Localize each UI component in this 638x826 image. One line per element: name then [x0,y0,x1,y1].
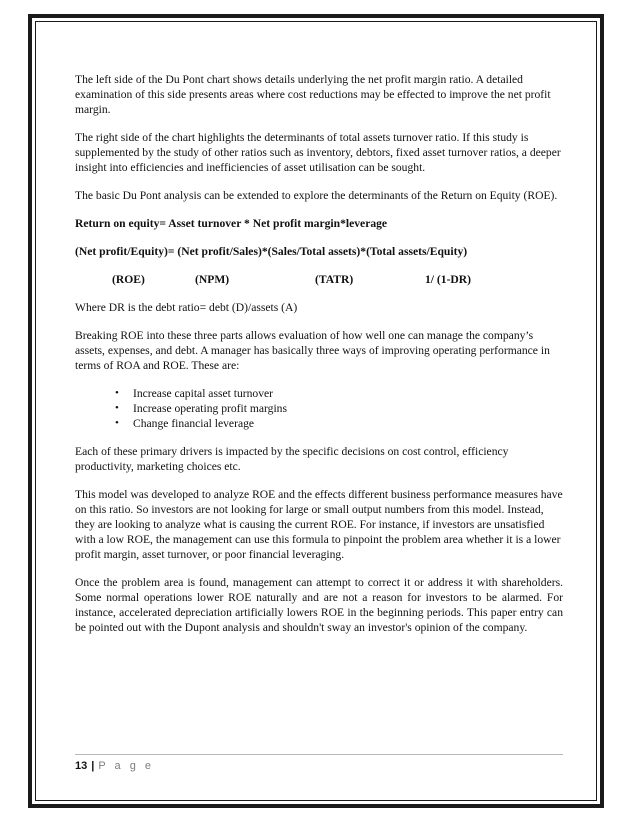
list-item: • Increase operating profit margins [133,401,563,416]
abbr-leverage: 1/ (1-DR) [425,273,472,286]
paragraph-drivers: Each of these primary drivers is impacted by the specific decisions on cost control, efficiency productivity, marketing choices etc. [75,445,509,473]
paragraph-debt-ratio: Where DR is the debt ratio= debt (D)/assets (A) [75,301,298,314]
list-item: • Change financial leverage [133,416,563,431]
footer-separator: | [91,760,95,772]
improvement-list [75,386,563,431]
abbr-npm: (NPM) [195,273,230,286]
footer-divider [75,754,563,755]
list-item: • Increase capital asset turnover [133,386,563,401]
paragraph-model: This model was developed to analyze ROE and the effects different business performance measures have on this ratio. So investors are not looking for large or small output numbers from this model. Instead, they are looking to analyze what is causing the current ROE. For instance, if investors are unsatisfied with a low ROE, the management can use this formula to pinpoint the problem area whether it is a lower profit margin, asset turnover, or poor financial leveraging. [75,488,563,561]
formula-roe-ratios: (Net profit/Equity)= (Net profit/Sales)*(Sales/Total assets)*(Total assets/Equity) [75,245,468,258]
paragraph-left-side: The left side of the Du Pont chart shows details underlying the net profit margin ratio. A detailed examination of this side presents areas where cost reductions may be effected to improve the net profit margin. [75,73,551,116]
document-body [75,72,563,648]
page-footer [75,760,154,772]
abbr-roe: (ROE) [112,273,145,286]
formula-abbreviations [75,272,563,287]
page-label: P a g e [98,760,154,772]
paragraph-right-side: The right side of the chart highlights the determinants of total assets turnover ratio. If this study is supplemented by the study of other ratios such as inventory, debtors, fixed asset turnover ratios, a deeper insight into efficiencies and inefficiencies of asset utilisation can be sought. [75,131,561,174]
formula-roe-words: Return on equity= Asset turnover * Net profit margin*leverage [75,217,388,230]
paragraph-extension: The basic Du Pont analysis can be extended to explore the determinants of the Return on Equity (ROE). [75,189,558,202]
page-number: 13 [75,760,88,772]
abbr-tatr: (TATR) [315,273,354,286]
paragraph-breaking-roe: Breaking ROE into these three parts allows evaluation of how well one can manage the company’s assets, expenses, and debt. A manager has basically three ways of improving operating performance in terms of ROA and ROE. These are: [75,329,550,372]
paragraph-problem-area: Once the problem area is found, management can attempt to correct it or address it with shareholders. Some normal operations lower ROE naturally and are not a reason for investors to be alarmed. For instance, accelerated depreciation artificially lowers ROE in the beginning periods. This paper entry can be pointed out with the Dupont analysis and shouldn't sway an investor's opinion of the company. [75,576,563,634]
